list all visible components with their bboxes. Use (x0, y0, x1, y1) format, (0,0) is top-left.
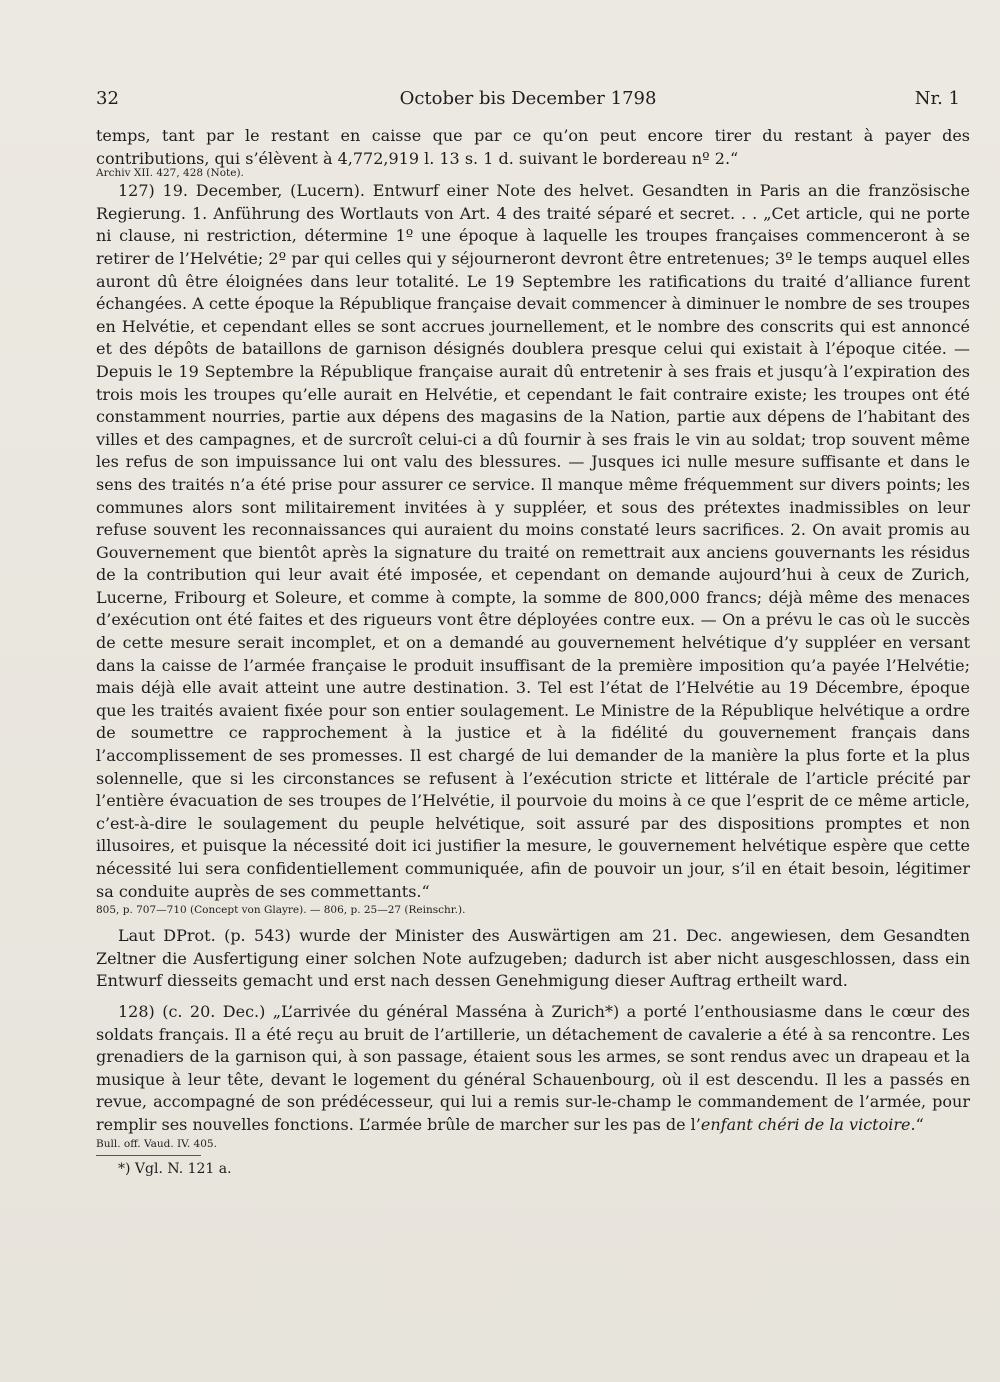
paragraph-127: 127) 19. December, (Lucern). Entwurf einer Note des helvet. Gesandten in Paris an die französische Regierung. 1. Anführung des Wortlauts von Art. 4 des traité séparé et secret. . . „Cet article, qui ne porte ni clause, ni restriction, détermine 1º une époque à laquelle les troupes françaises commenceront à se retirer de l’Helvétie; 2º par qui celles qui y séjourneront devront être entretenues; 3º le temps auquel elles auront dû être éloignées dans leur totalité. Le 19 Septembre les ratifications du traité d’alliance furent échangées. A cette époque la République française devait commencer à diminuer le nombre de ses troupes en Helvétie, et cependant elles se sont accrues journellement, et le nombre des conscrits qui est annoncé et des dépôts de bataillons de garnison désignés doublera presque celui qui existait à l’époque citée. — Depuis le 19 Septembre la République française aurait dû entretenir à ses frais et jusqu’à l’expiration des trois mois les troupes qu’elle aurait en Helvétie, et cependant le fait contraire existe; les troupes ont été constamment nourries, partie aux dépens des magasins de la Nation, partie aux dépens de l’habitant des villes et des campagnes, et de surcroît celui-ci a dû fournir à ses frais le vin au soldat; trop souvent même les refus de son impuissance lui ont valu des blessures. — Jusques ici nulle mesure suffisante et dans le sens des traités n’a été prise pour assurer ce service. Il manque même fréquemment sur divers points; les communes alors sont militairement invitées à y suppléer, et sous des prétextes inadmissibles on leur refuse souvent les reconnaissances qui auraient du moins constaté leurs sacrifices. 2. On avait promis au Gouvernement que bientôt après la signature du traité on remettrait aux anciens gouvernants les résidus de la contribution qui leur avait été imposée, et cependant on demande aujourd’hui à ceux de Zurich, Lucerne, Fribourg et Soleure, et comme à compte, la somme de 800,000 francs; déjà même des menaces d’exécution ont été faites et des rigueurs vont être déployées contre eux. — On a prévu le cas où le succès de cette mesure serait incomplet, et on a demandé au gouvernement helvétique d’y suppléer en versant dans la caisse de l’armée française le produit insuffisant de la première imposition qu’a payée l’Helvétie; mais déjà elle avait atteint une autre destination. 3. Tel est l’état de l’Helvétie au 19 Décembre, époque que les traités avaient fixée pour son entier soulagement. Le Ministre de la République helvétique a ordre de soumettre ce rapprochement à la justice et à la fidélité du gouvernement français dans l’accomplissement de ses promesses. Il est chargé de lui demander de la manière la plus forte et la plus solennelle, que si les circonstances se refusent à l’exécution stricte et littérale de l’article précité par l’entière évacuation de ses troupes de l’Helvétie, il pourvoie du moins à ce que l’esprit de ce même article, c’est-à-dire le soulagement du peuple helvétique, soit assuré par des dispositions promptes et non illusoires, et puisque la nécessité doit ici justifier la mesure, le gouvernement helvétique espère que cette nécessité lui sera confidentiellement communiquée, afin de pouvoir un jour, s’il en était besoin, légitimer sa conduite auprès de ses commettants.“ (96, 181, 970, 901)
footnote-rule (96, 1155, 201, 1156)
paragraph-128-italic: enfant chéri de la victoire. (700, 1114, 916, 1134)
paragraph-128-end: “ (915, 1114, 924, 1134)
volume-number: Nr. 1 (914, 88, 960, 109)
paragraph-128 (96, 1001, 970, 1137)
paragraph-128-text: 128) (c. 20. Dec.) „L’arrivée du général Masséna à Zurich*) a porté l’enthousiasme dans le cœur des soldats français. Il a été reçu au bruit de l’artillerie, un détachement de cavalerie a été à sa rencontre. Les grenadiers de la garnison qui, à son passage, étaient sous les armes, se sont rendus avec un drapeau et la musique à leur tête, devant le logement du général Schauenbourg, où il est descendu. Il les a passés en revue, accompagné de son prédécesseur, qui lui a remis sur-le-champ le commandement de l’armée, pour remplir ses nouvelles fonctions. L’armée brûle de marcher sur les pas de l’ (96, 1001, 970, 1134)
source-citation: Bull. off. Vaud. IV. 405. (96, 1137, 217, 1150)
running-title: October bis December 1798 (399, 88, 657, 109)
source-citation: 805, p. 707—710 (Concept von Glayre). — 806, p. 25—27 (Reinschr.). (96, 904, 466, 917)
footnote: *) Vgl. N. 121 a. (118, 1160, 232, 1177)
page-body (96, 125, 970, 1180)
page-header (96, 88, 960, 114)
source-citation: Archiv XII. 427, 428 (Note). (96, 167, 244, 180)
paragraph-continuation: temps, tant par le restant en caisse que par ce qu’on peut encore tirer du restant à payer des contributions, qui s’élèvent à 4,772,919 l. 13 s. 1 d. suivant le bordereau nº 2.“ (96, 126, 970, 168)
page-number: 32 (96, 88, 119, 109)
paragraph-note: Laut DProt. (p. 543) wurde der Minister des Auswärtigen am 21. Dec. angewiesen, dem Gesandten Zeltner die Ausfertigung einer solchen Note aufzugeben; dadurch ist aber nicht ausgeschlossen, dass ein Entwurf diesseits gemacht und erst nach dessen Genehmigung dieser Auftrag ertheilt ward. (96, 926, 970, 991)
